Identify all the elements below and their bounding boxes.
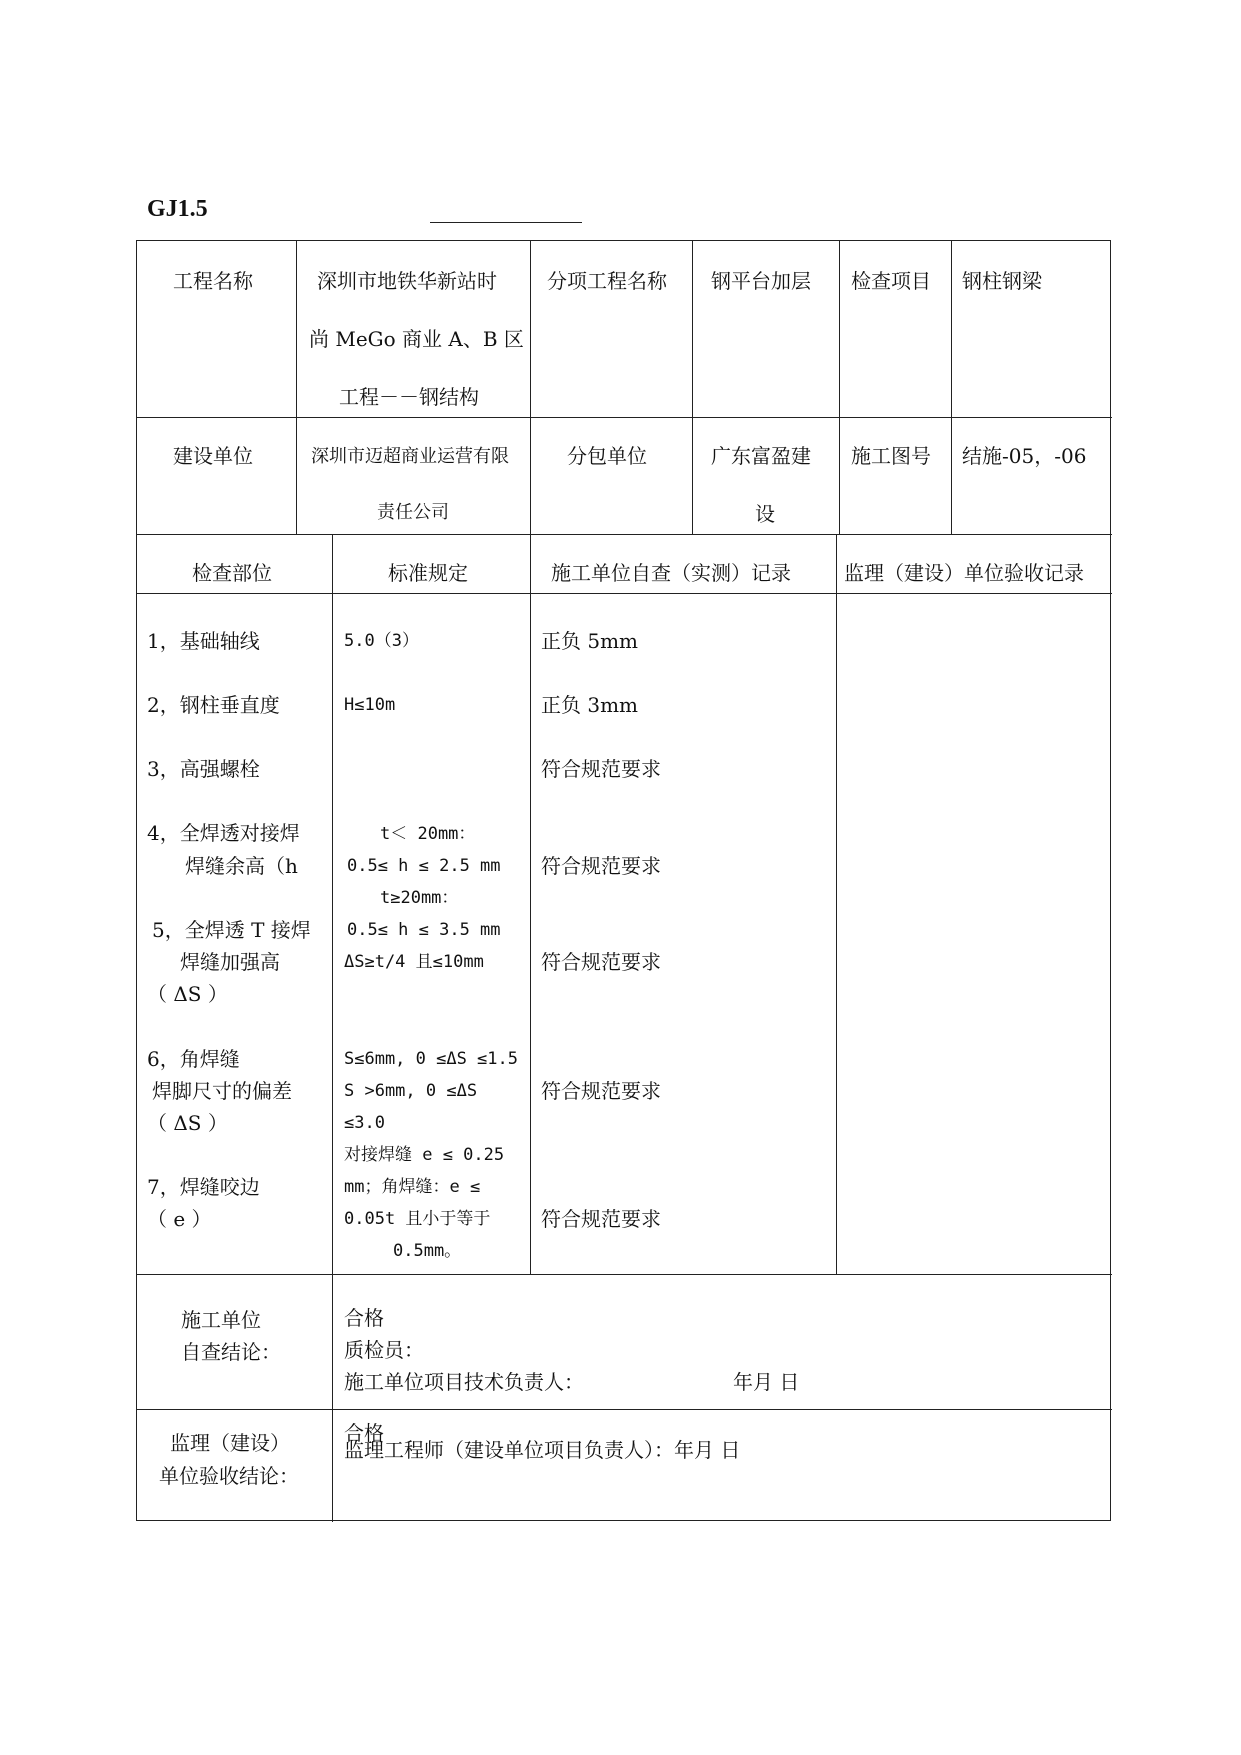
contractor-conclusion-label-line1: 施工单位 — [181, 1308, 261, 1332]
drawing-no-value: 结施-05，-06 — [962, 444, 1087, 468]
item-5-result: 符合规范要求 — [541, 950, 661, 974]
standard-line: 0.5≤ h ≤ 2.5 mm — [347, 856, 501, 876]
item-5-name-line1: 5，全焊透 T 接焊 — [152, 918, 311, 942]
drawing-no-label: 施工图号 — [851, 444, 931, 468]
item-2-standard: H≤10m — [344, 695, 396, 715]
col-location-header: 检查部位 — [192, 561, 272, 585]
standard-line: 0.5mm。 — [393, 1241, 462, 1261]
item-1-name: 1，基础轴线 — [147, 629, 260, 653]
item-6-name-line2: 焊脚尺寸的偏差 — [152, 1079, 292, 1103]
col-divider — [296, 241, 297, 534]
item-7-name-line1: 7，焊缝咬边 — [147, 1175, 260, 1199]
item-5-name-line3: （ ΔS ） — [147, 982, 228, 1006]
item-5-name-line2: 焊缝加强高 — [180, 950, 280, 974]
supervision-conclusion-label-line2: 单位验收结论： — [159, 1464, 299, 1488]
standard-line: S >6mm, 0 ≤ΔS — [344, 1081, 478, 1101]
item-6-result: 符合规范要求 — [541, 1079, 661, 1103]
inspection-item-label: 检查项目 — [851, 269, 931, 293]
row-divider — [137, 417, 1112, 418]
owner-label: 建设单位 — [173, 444, 253, 468]
col-divider — [692, 241, 693, 534]
standard-line: t＜ 20mm： — [380, 824, 476, 844]
item-2-name: 2，钢柱垂直度 — [147, 693, 280, 717]
supervisor-line: 监理工程师（建设单位项目负责人）：年月 日 — [344, 1438, 741, 1462]
col-divider — [951, 241, 952, 534]
subcontractor-line1: 广东富盈建 — [711, 444, 811, 468]
standard-line: S≤6mm, 0 ≤ΔS ≤1.5 — [344, 1049, 518, 1069]
standard-line: 0.05t 且小于等于 — [344, 1209, 491, 1229]
supervision-conclusion-label-line1: 监理（建设） — [170, 1431, 290, 1455]
item-3-result: 符合规范要求 — [541, 757, 661, 781]
item-2-result: 正负 3mm — [541, 693, 639, 717]
standard-line: 对接焊缝 e ≤ 0.25 — [344, 1145, 505, 1165]
col-divider — [839, 241, 840, 534]
owner-line2: 责任公司 — [377, 502, 449, 523]
standard-line: 0.5≤ h ≤ 3.5 mm — [347, 920, 501, 940]
sub-project-value: 钢平台加层 — [711, 269, 811, 293]
inspection-table — [136, 240, 1111, 1521]
subcontractor-line2: 设 — [755, 502, 775, 526]
item-4-result: 符合规范要求 — [541, 854, 661, 878]
col-supervision-header: 监理（建设）单位验收记录 — [844, 561, 1084, 585]
item-1-result: 正负 5mm — [541, 629, 639, 653]
tech-lead-label: 施工单位项目技术负责人： — [344, 1370, 584, 1394]
col-selfcheck-header: 施工单位自查（实测）记录 — [551, 561, 791, 585]
inspection-item-value: 钢柱钢梁 — [962, 269, 1042, 293]
contractor-conclusion-label-line2: 自查结论： — [181, 1340, 281, 1364]
item-4-name-line1: 4，全焊透对接焊 — [147, 821, 300, 845]
subcontractor-label: 分包单位 — [567, 444, 647, 468]
contractor-conclusion-result: 合格 — [344, 1306, 384, 1330]
contractor-date: 年月 日 — [733, 1370, 800, 1394]
owner-line1: 深圳市迈超商业运营有限 — [311, 446, 509, 467]
standard-line: ≤3.0 — [344, 1113, 385, 1133]
standard-line: mm；角焊缝：e ≤ — [344, 1177, 481, 1197]
col-standard-header: 标准规定 — [388, 561, 468, 585]
row-divider — [137, 1409, 1112, 1410]
document-code: GJ1.5 — [147, 196, 208, 222]
supervision-conclusion-result: 合格 — [344, 1421, 384, 1445]
col-divider — [836, 534, 837, 1274]
item-6-name-line3: （ ΔS ） — [147, 1111, 228, 1135]
item-7-name-line2: （ e ） — [147, 1207, 212, 1231]
row-divider — [137, 593, 1112, 594]
inspector-label: 质检员： — [344, 1338, 424, 1362]
item-4-name-line2: 焊缝余高（h — [185, 854, 298, 878]
item-3-name: 3，高强螺栓 — [147, 757, 260, 781]
sub-project-label: 分项工程名称 — [547, 269, 667, 293]
item-6-name-line1: 6，角焊缝 — [147, 1047, 240, 1071]
item-7-result: 符合规范要求 — [541, 1207, 661, 1231]
project-name-line3: 工程－－钢结构 — [339, 385, 479, 409]
standard-line: ΔS≥t/4 且≤10mm — [344, 952, 484, 972]
col-divider — [530, 534, 531, 1274]
col-divider — [530, 241, 531, 534]
project-name-label: 工程名称 — [173, 269, 253, 293]
row-divider — [137, 534, 1112, 535]
col-divider — [332, 534, 333, 1522]
item-1-standard: 5.0（3） — [344, 631, 419, 651]
project-name-line2: 尚 MeGo 商业 A、B 区 — [309, 327, 524, 351]
project-name-line1: 深圳市地铁华新站时 — [317, 269, 497, 293]
standard-line: t≥20mm： — [380, 888, 459, 908]
title-underline — [430, 222, 582, 223]
row-divider — [137, 1274, 1112, 1275]
